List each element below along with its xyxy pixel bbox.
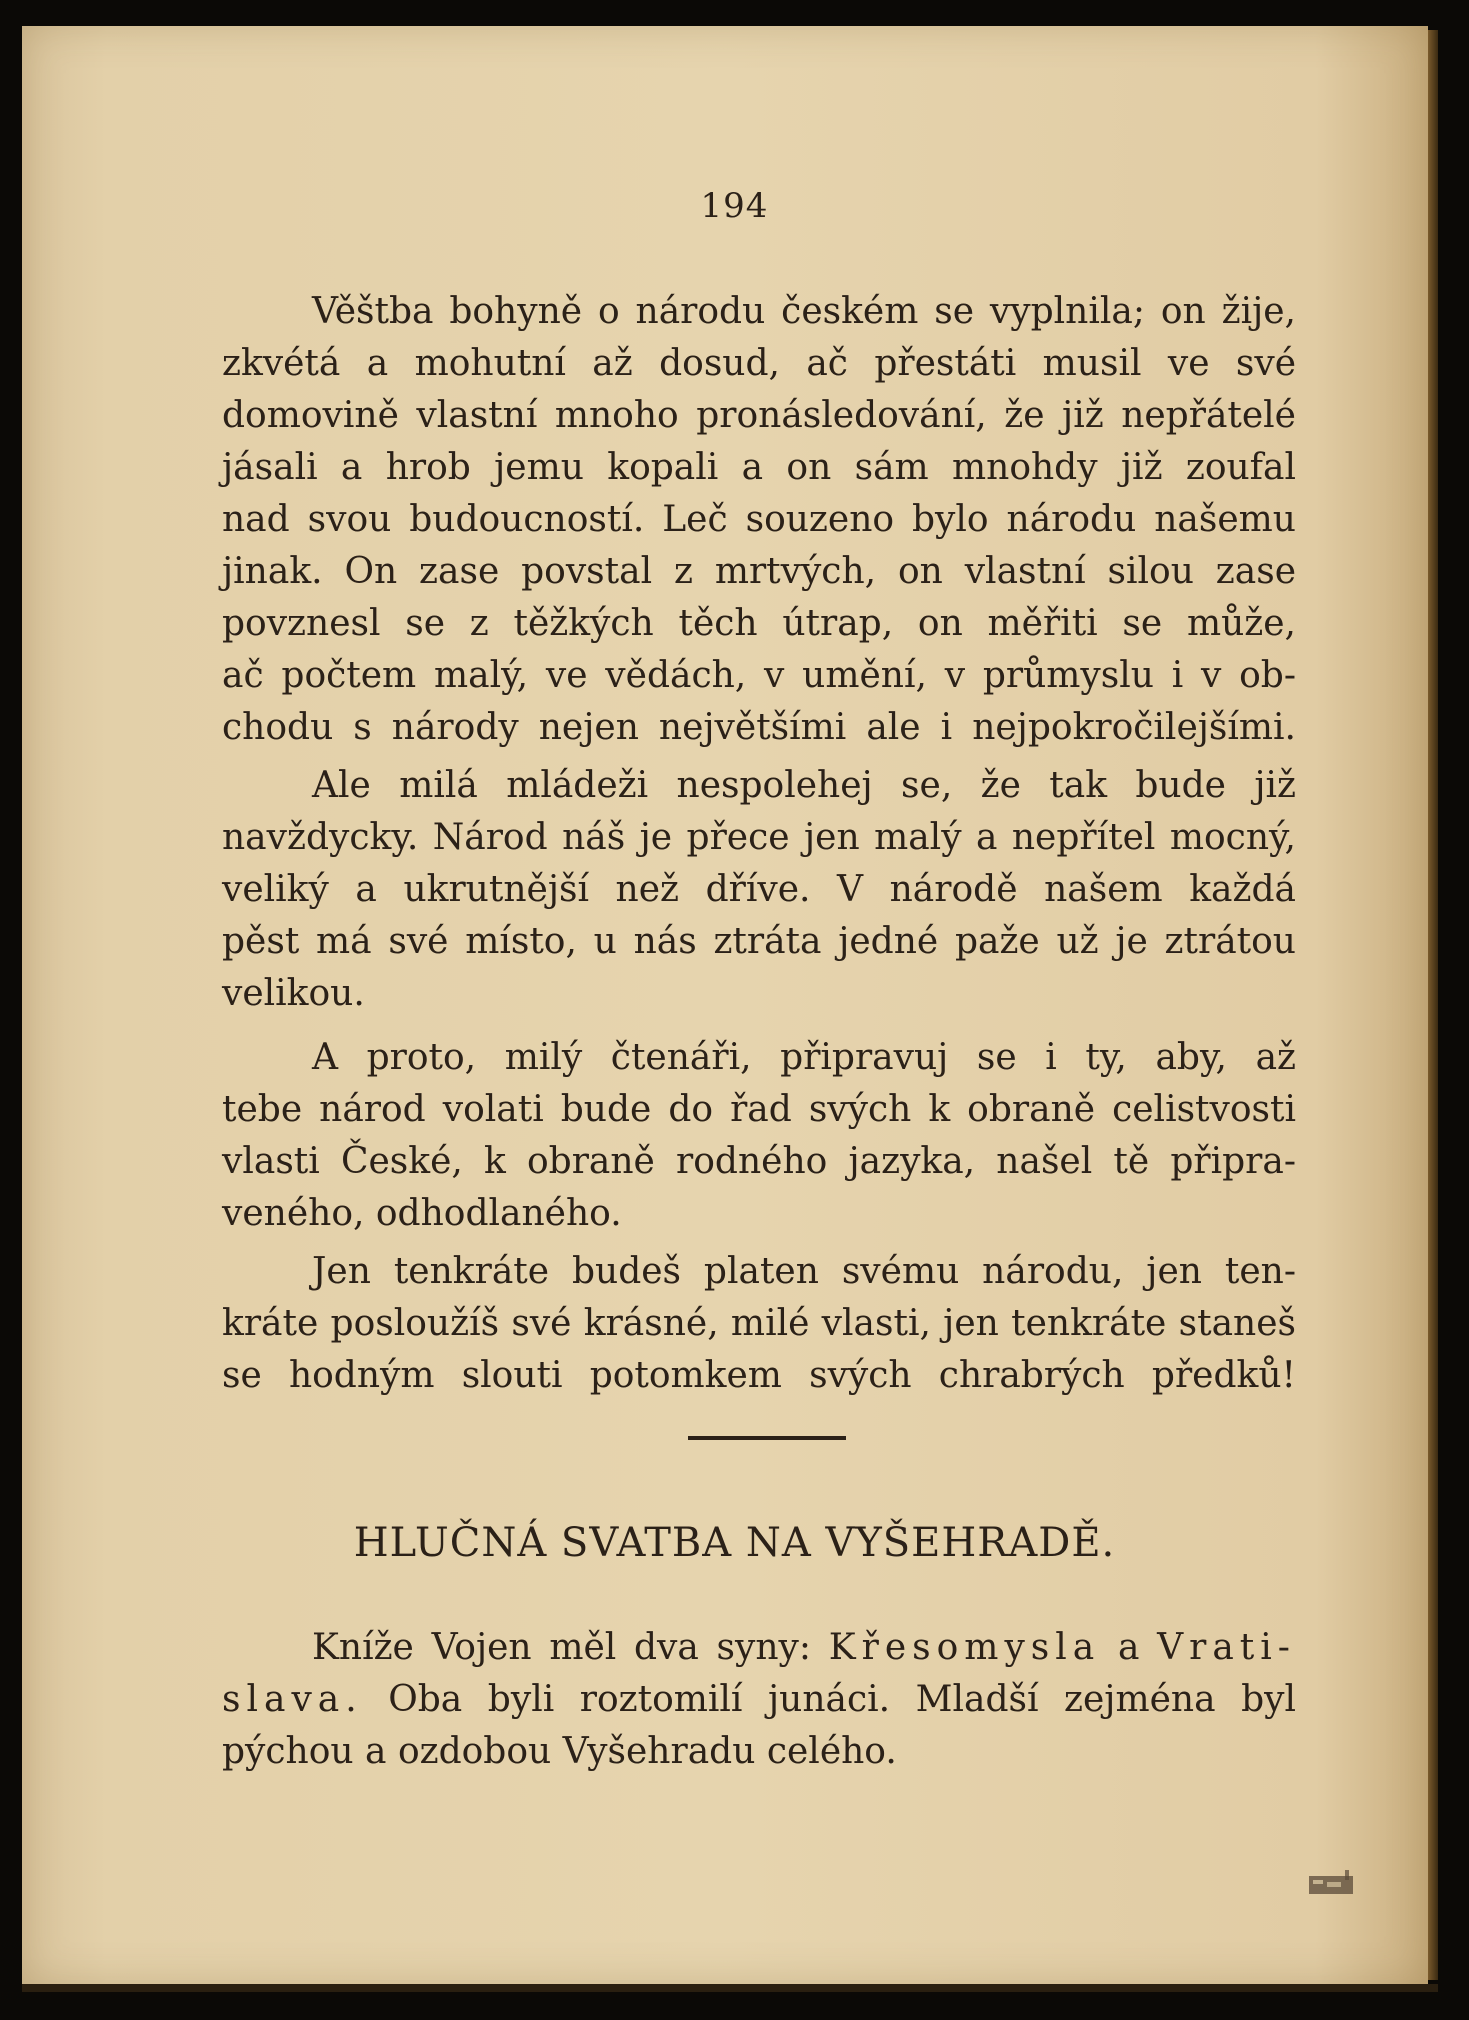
paragraph-2-line-2: navždycky. Národ náš je přece jen malý a nepřítel mocný,: [222, 817, 1296, 858]
chapter-paragraph-conjunction: a: [1117, 1627, 1140, 1668]
paragraph-1-line-6: jinak. On zase povstal z mrtvých, on vlastní silou zase: [222, 551, 1296, 592]
paragraph-1-line-8: ač počtem malý, ve vědách, v umění, v průmyslu i v ob-: [222, 655, 1296, 696]
paragraph-2-line-5: velikou.: [222, 973, 365, 1014]
book-spine-edge: [1428, 30, 1438, 1980]
chapter-paragraph-line-1: [222, 1622, 1296, 1674]
paragraph-1-line-9: chodu s národy nejen největšími ale i nejpokročilejšími.: [222, 707, 1296, 748]
chapter-paragraph-text: Oba byli roztomilí junáci. Mladší zejména byl: [388, 1679, 1296, 1720]
chapter-paragraph-line-2: [222, 1674, 1296, 1726]
spaced-name-vratislava-part2: slava.: [222, 1679, 363, 1720]
paragraph-1-line-2: zkvétá a mohutní až dosud, ač přestáti musil ve své: [222, 343, 1296, 384]
page-number: 194: [700, 186, 769, 226]
paragraph-2-line-1: Ale milá mládeži nespolehej se, že tak bude již: [312, 765, 1296, 806]
page-bottom-edge: [22, 1984, 1438, 1992]
chapter-paragraph-text: Kníže Vojen měl dva syny:: [312, 1627, 812, 1668]
chapter-title: HLUČNÁ SVATBA NA VYŠEHRADĚ.: [353, 1520, 1116, 1566]
section-divider-rule: [688, 1436, 846, 1440]
paragraph-3-line-1: A proto, milý čtenáři, připravuj se i ty, aby, až: [312, 1037, 1296, 1078]
paragraph-1-line-5: nad svou budoucností. Leč souzeno bylo národu našemu: [222, 499, 1296, 540]
paragraph-4-line-1: Jen tenkráte budeš platen svému národu, jen ten-: [312, 1251, 1296, 1292]
paragraph-3-line-4: veného, odhodlaného.: [222, 1193, 622, 1234]
library-stamp-icon: [1307, 1868, 1355, 1896]
paragraph-1-line-1: Věštba bohyně o národu českém se vyplnila; on žije,: [312, 291, 1296, 332]
paragraph-4-line-2: kráte posloužíš své krásné, milé vlasti, jen tenkráte staneš: [222, 1303, 1296, 1344]
chapter-paragraph-line-3: pýchou a ozdobou Vyšehradu celého.: [222, 1731, 897, 1772]
paragraph-4-line-3: se hodným slouti potomkem svých chrabrých předků!: [222, 1355, 1296, 1396]
paragraph-2-line-3: veliký a ukrutnější než dříve. V národě našem každá: [222, 869, 1296, 910]
paragraph-2-line-4: pěst má své místo, u nás ztráta jedné paže už je ztrátou: [222, 921, 1296, 962]
paragraph-1-line-7: povznesl se z těžkých těch útrap, on měřiti se může,: [222, 603, 1296, 644]
paragraph-1-line-4: jásali a hrob jemu kopali a on sám mnohdy již zoufal: [222, 447, 1296, 488]
spaced-name-kresomysla: Křesomysla: [828, 1627, 1101, 1668]
paragraph-3-line-3: vlasti České, k obraně rodného jazyka, našel tě připra-: [222, 1141, 1296, 1182]
paragraph-1-line-3: domovině vlastní mnoho pronásledování, že již nepřátelé: [222, 395, 1296, 436]
spaced-name-vratislava-part1: Vrati-: [1157, 1627, 1296, 1668]
paragraph-3-line-2: tebe národ volati bude do řad svých k obraně celistvosti: [222, 1089, 1296, 1130]
